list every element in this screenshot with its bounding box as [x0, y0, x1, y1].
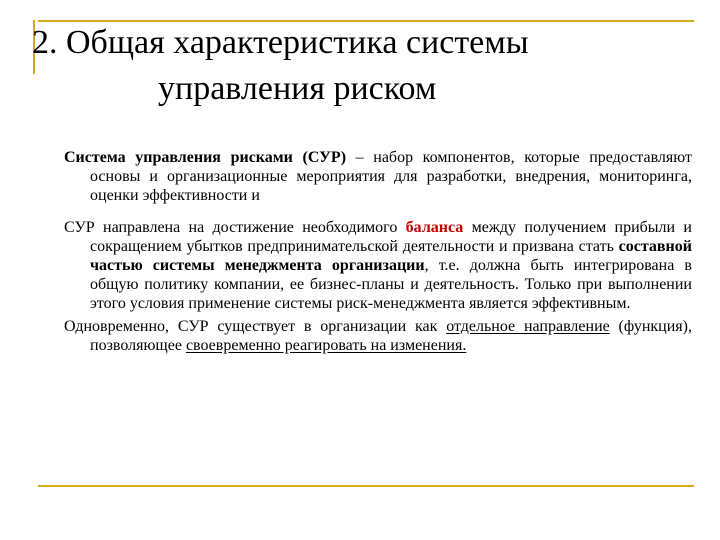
- function-text-a: Одновременно, СУР существует в организации как: [64, 318, 447, 335]
- emphasis-management-system: составной частью системы менеджмента организации: [90, 238, 692, 274]
- slide-body: [64, 148, 692, 355]
- slide-title: [32, 20, 692, 112]
- function-text-end: .: [462, 337, 467, 354]
- definition-text: – набор компонентов, которые предоставляют основы и организационные мероприятия для разработки, внедрения, мониторинга, оценки эффективности и: [90, 149, 693, 204]
- function-text-b: (функция), позволяющее: [90, 318, 692, 354]
- title-line-1: 2. Общая характеристика системы: [32, 24, 529, 61]
- purpose-text-b: между получением прибыли и сокращением убытков предпринимательской деятельности и призвана стать: [90, 219, 692, 255]
- paragraph-definition: [64, 148, 692, 205]
- title-line-2: управления риском: [158, 70, 437, 107]
- underline-separate-direction: отдельное направление: [446, 318, 610, 335]
- bottom-rule: [38, 485, 694, 487]
- term-sur: Система управления рисками (СУР): [64, 149, 347, 166]
- paragraph-purpose: [64, 218, 692, 313]
- purpose-text-a: СУР направлена на достижение необходимого: [64, 219, 406, 236]
- highlight-balance: баланса: [405, 219, 464, 236]
- underline-react-to-changes: своевременно реагировать на изменения: [185, 337, 463, 354]
- purpose-text-c: , т.е. должна быть интегрирована в общую политику компании, ее бизнес-планы и деятельность. Только при выполнении этого условия применение системы риск-менеджмента является эффективным.: [90, 257, 692, 312]
- paragraph-function: [64, 317, 692, 355]
